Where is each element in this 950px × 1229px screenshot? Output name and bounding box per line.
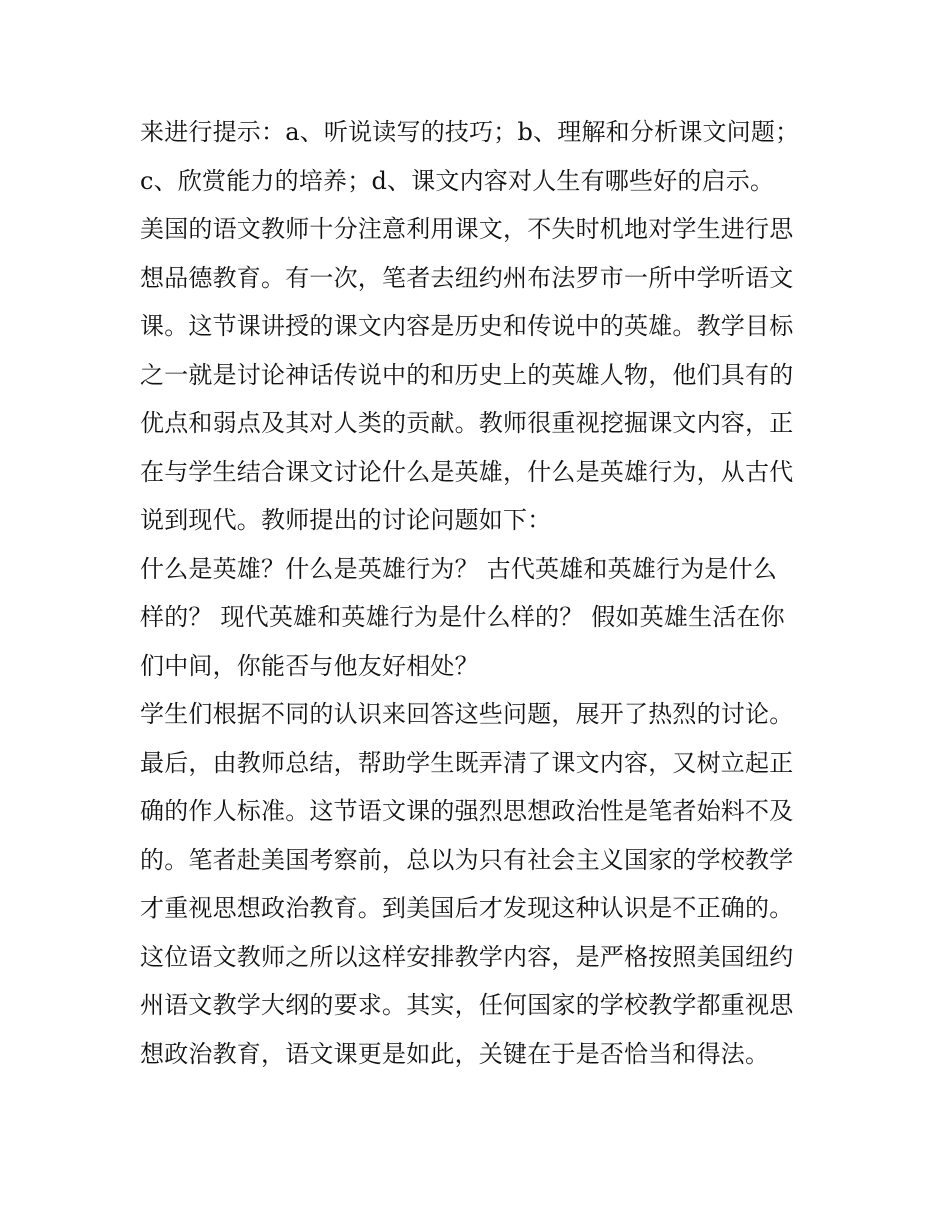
text-line: 来进行提示：a、听说读写的技巧；b、理解和分析课文问题； [140,118,800,146]
text-line: 的。笔者赴美国考察前，总以为只有社会主义国家的学校教学 [140,845,794,874]
text-line: 想政治教育，语文课更是如此，关键在于是否恰当和得法。 [140,1039,770,1068]
text-line: 才重视思想政治教育。到美国后才发现这种认识是不正确的。 [140,894,794,922]
text-line: 优点和弱点及其对人类的贡献。教师很重视挖掘课文内容，正 [140,409,794,437]
text-line: 之一就是讨论神话传说中的和历史上的英雄人物，他们具有的 [140,360,794,389]
text-line: 最后，由教师总结，帮助学生既弄清了课文内容，又树立起正 [140,748,794,777]
text-line: c、欣赏能力的培养；d、课文内容对人生有哪些好的启示。 [140,166,775,195]
text-line: 这位语文教师之所以这样安排教学内容，是严格按照美国纽约 [140,942,794,971]
text-line: 学生们根据不同的认识来回答这些问题，展开了热烈的讨论。 [140,700,794,728]
text-line: 在与学生结合课文讨论什么是英雄，什么是英雄行为，从古代 [140,457,794,486]
text-line: 想品德教育。有一次，笔者去纽约州布法罗市一所中学听语文 [140,263,794,292]
text-line: 们中间，你能否与他友好相处？ [140,651,479,680]
text-line: 什么是英雄？什么是英雄行为？ 古代英雄和英雄行为是什么 [140,554,778,583]
text-line: 课。这节课讲授的课文内容是历史和传说中的英雄。教学目标 [140,312,794,340]
text-line: 说到现代。教师提出的讨论问题如下： [140,506,552,534]
body-text [140,108,820,1078]
text-line: 州语文教学大纲的要求。其实，任何国家的学校教学都重视思 [140,991,794,1019]
text-line: 美国的语文教师十分注意利用课文，不失时机地对学生进行思 [140,215,794,243]
text-line: 样的？ 现代英雄和英雄行为是什么样的？ 假如英雄生活在你 [140,603,785,631]
text-line: 确的作人标准。这节语文课的强烈思想政治性是笔者始料不及 [140,797,794,825]
